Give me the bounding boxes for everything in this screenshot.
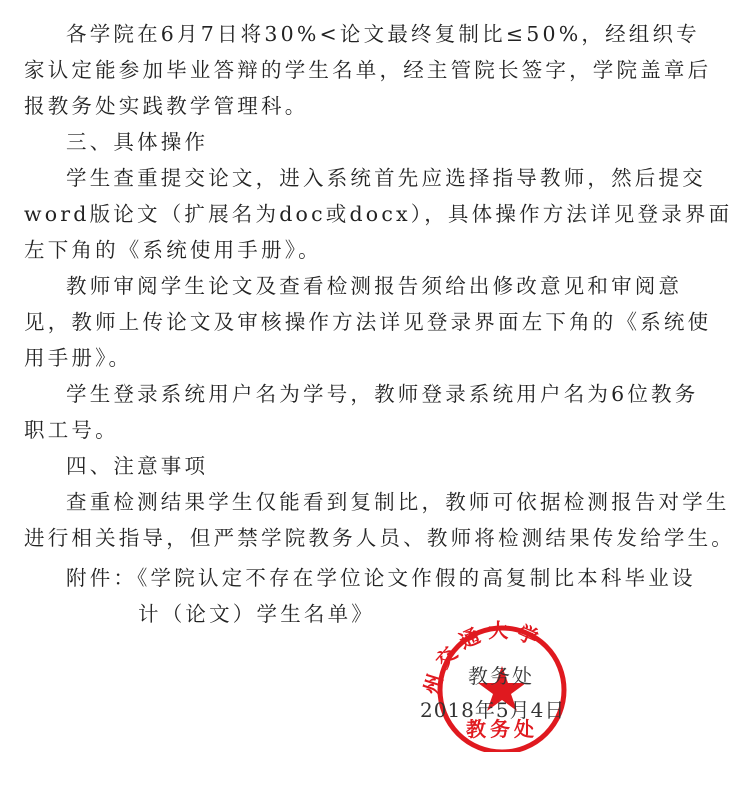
paragraph-login	[24, 376, 699, 448]
text-line: word版论文（扩展名为doc或docx），具体操作方法详见登录界面	[24, 202, 733, 226]
text-line: 各学院在6月7日将30%<论文最终复制比≤50%，经组织专	[66, 22, 700, 46]
seal-top-text: 州交通大学	[418, 618, 549, 698]
paragraph-deadline	[24, 16, 712, 124]
text-line: 职工号。	[24, 418, 119, 442]
text-line: 查重检测结果学生仅能看到复制比，教师可依据检测报告对学生	[66, 490, 730, 514]
text-line: 进行相关指导，但严禁学院教务人员、教师将检测结果传发给学生。	[24, 526, 735, 550]
text-line: 家认定能参加毕业答辩的学生名单，经主管院长签字，学院盖章后	[24, 58, 712, 82]
text-line: 用手册》。	[24, 346, 133, 370]
text-line: 左下角的《系统使用手册》。	[24, 238, 322, 262]
text-line: 报教务处实践教学管理科。	[24, 94, 309, 118]
text-line: 见，教师上传论文及审核操作方法详见登录界面左下角的《系统使	[24, 310, 712, 334]
paragraph-student-submission	[24, 160, 733, 268]
heading-notes: 四、注意事项	[66, 454, 209, 478]
paragraph-teacher-review	[24, 268, 712, 376]
signing-department: 教务处	[468, 664, 534, 688]
text-line: 学生查重提交论文，进入系统首先应选择指导教师，然后提交	[66, 166, 706, 190]
attachment-line-continued: 计（论文）学生名单》	[138, 602, 375, 626]
seal-bottom-text: 教务处	[466, 717, 538, 741]
paragraph-notes	[24, 484, 735, 556]
signing-date: 2018年5月4日	[420, 698, 566, 722]
heading-specific-operations: 三、具体操作	[66, 130, 209, 154]
text-line: 学生登录系统用户名为学号，教师登录系统用户名为6位教务	[66, 382, 699, 406]
text-line: 教师审阅学生论文及查看检测报告须给出修改意见和审阅意	[66, 274, 683, 298]
attachment-line: 附件：《学院认定不存在学位论文作假的高复制比本科毕业设	[66, 566, 696, 590]
